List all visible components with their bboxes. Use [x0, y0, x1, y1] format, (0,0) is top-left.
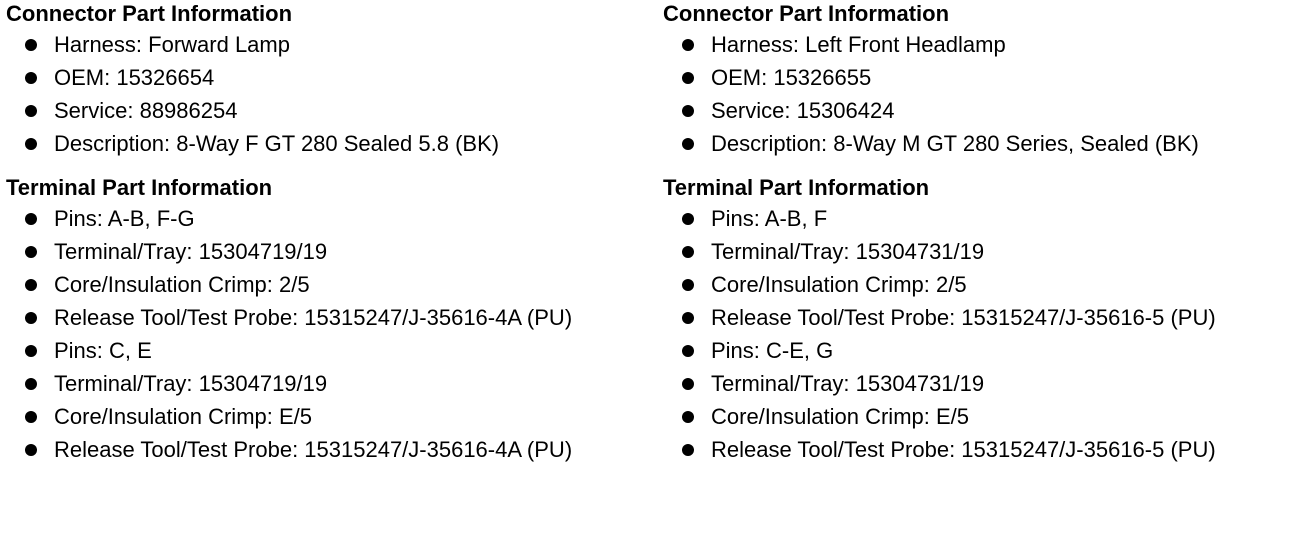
right-connector-heading: Connector Part Information — [663, 1, 950, 26]
list-item — [6, 301, 656, 334]
left-terminal-group-2 — [6, 334, 656, 466]
bullet-icon — [682, 378, 694, 390]
bullet-icon — [682, 72, 694, 84]
list-item — [6, 28, 656, 61]
left-connector-section — [6, 0, 656, 160]
list-item-text: Service: 15306424 — [711, 98, 895, 123]
list-item-text: Pins: A-B, F — [711, 206, 828, 231]
list-item-text: Release Tool/Test Probe: 15315247/J-35616-4A (PU) — [54, 437, 573, 462]
bullet-icon — [682, 279, 694, 291]
list-item — [6, 433, 656, 466]
bullet-icon — [682, 345, 694, 357]
list-item — [6, 127, 656, 160]
list-item-text: Release Tool/Test Probe: 15315247/J-35616-5 (PU) — [711, 305, 1216, 330]
list-item — [663, 268, 1308, 301]
bullet-icon — [25, 213, 37, 225]
list-item-text: Harness: Left Front Headlamp — [711, 32, 1006, 57]
bullet-icon — [25, 378, 37, 390]
bullet-icon — [25, 279, 37, 291]
right-connector-section — [663, 0, 1308, 160]
bullet-icon — [682, 246, 694, 258]
list-item — [6, 334, 656, 367]
bullet-icon — [682, 312, 694, 324]
list-item-text: OEM: 15326654 — [54, 65, 215, 90]
list-item-text: Description: 8-Way M GT 280 Series, Sealed (BK) — [711, 131, 1199, 156]
list-item-text: Description: 8-Way F GT 280 Sealed 5.8 (BK) — [54, 131, 500, 156]
left-terminal-group-1 — [6, 202, 656, 334]
bullet-icon — [25, 312, 37, 324]
list-item — [663, 202, 1308, 235]
list-item — [663, 301, 1308, 334]
left-terminal-heading: Terminal Part Information — [6, 175, 273, 200]
bullet-icon — [682, 105, 694, 117]
bullet-icon — [682, 444, 694, 456]
list-item — [6, 61, 656, 94]
list-item-text: Terminal/Tray: 15304731/19 — [711, 371, 985, 396]
list-item — [6, 235, 656, 268]
bullet-icon — [682, 213, 694, 225]
left-connector-list — [6, 28, 656, 160]
list-item-text: Terminal/Tray: 15304719/19 — [54, 239, 328, 264]
list-item-text: Core/Insulation Crimp: E/5 — [711, 404, 969, 429]
list-item — [663, 334, 1308, 367]
list-item-text: Terminal/Tray: 15304719/19 — [54, 371, 328, 396]
list-item-text: Terminal/Tray: 15304731/19 — [711, 239, 985, 264]
bullet-icon — [25, 345, 37, 357]
list-item-text: Pins: C-E, G — [711, 338, 834, 363]
list-item — [6, 367, 656, 400]
list-item — [6, 202, 656, 235]
list-item — [663, 94, 1308, 127]
bullet-icon — [25, 105, 37, 117]
list-item-text: Core/Insulation Crimp: 2/5 — [711, 272, 967, 297]
list-item — [663, 433, 1308, 466]
bullet-icon — [25, 411, 37, 423]
bullet-icon — [25, 246, 37, 258]
list-item-text: Release Tool/Test Probe: 15315247/J-35616-4A (PU) — [54, 305, 573, 330]
right-terminal-heading: Terminal Part Information — [663, 175, 930, 200]
bullet-icon — [25, 444, 37, 456]
list-item — [6, 268, 656, 301]
list-item — [663, 400, 1308, 433]
list-item-text: Core/Insulation Crimp: 2/5 — [54, 272, 310, 297]
right-terminal-section — [663, 174, 1308, 466]
right-column — [663, 0, 1308, 466]
list-item — [663, 28, 1308, 61]
bullet-icon — [682, 411, 694, 423]
list-item-text: Release Tool/Test Probe: 15315247/J-35616-5 (PU) — [711, 437, 1216, 462]
list-item — [663, 235, 1308, 268]
list-item — [663, 127, 1308, 160]
right-terminal-group-1 — [663, 202, 1308, 334]
bullet-icon — [682, 39, 694, 51]
list-item — [6, 400, 656, 433]
bullet-icon — [25, 39, 37, 51]
list-item-text: Harness: Forward Lamp — [54, 32, 290, 57]
list-item — [663, 367, 1308, 400]
list-item-text: Pins: C, E — [54, 338, 152, 363]
bullet-icon — [682, 138, 694, 150]
right-terminal-group-2 — [663, 334, 1308, 466]
list-item-text: Core/Insulation Crimp: E/5 — [54, 404, 312, 429]
bullet-icon — [25, 138, 37, 150]
left-connector-heading: Connector Part Information — [6, 1, 293, 26]
list-item-text: OEM: 15326655 — [711, 65, 872, 90]
bullet-icon — [25, 72, 37, 84]
right-connector-list — [663, 28, 1308, 160]
left-column — [6, 0, 656, 466]
left-terminal-section — [6, 174, 656, 466]
list-item-text: Pins: A-B, F-G — [54, 206, 195, 231]
list-item — [6, 94, 656, 127]
list-item-text: Service: 88986254 — [54, 98, 238, 123]
list-item — [663, 61, 1308, 94]
